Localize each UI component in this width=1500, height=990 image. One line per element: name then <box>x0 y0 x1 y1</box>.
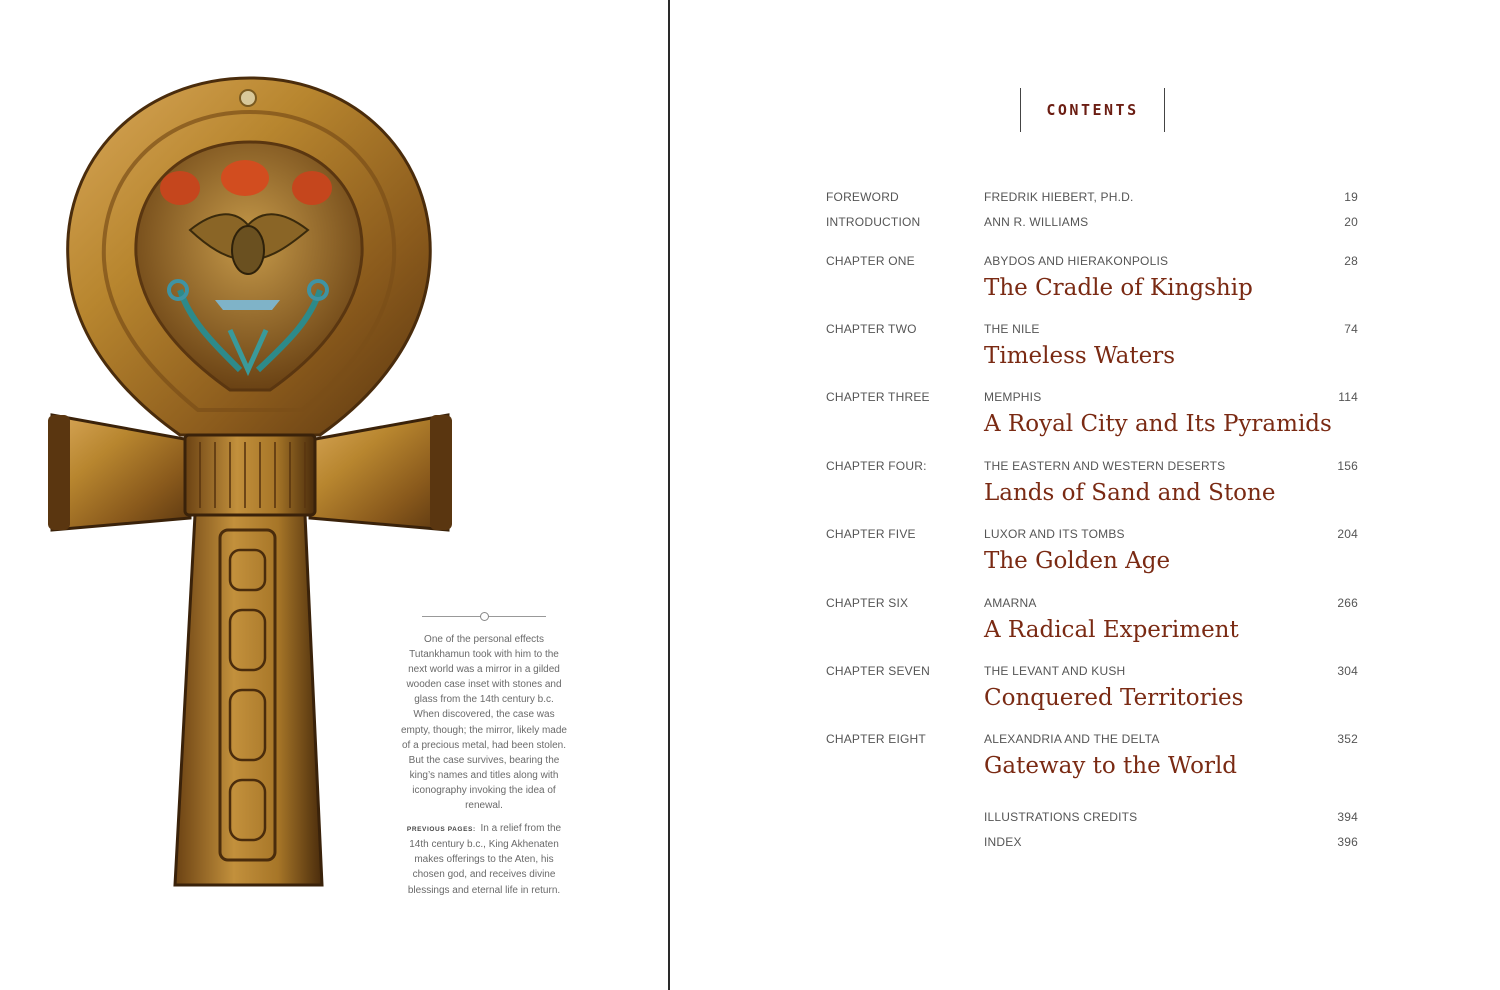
toc-chapter-title: Conquered Territories <box>984 685 1244 711</box>
toc-page-number: 20 <box>1344 215 1358 229</box>
toc-chapter-title: Lands of Sand and Stone <box>984 480 1276 506</box>
caption-ornament-divider <box>422 608 546 624</box>
toc-label: CHAPTER FIVE <box>826 527 916 541</box>
toc-subtitle: ANN R. WILLIAMS <box>984 215 1089 229</box>
toc-subtitle: ABYDOS AND HIERAKONPOLIS <box>984 254 1169 268</box>
toc-page-number: 19 <box>1344 190 1358 204</box>
toc-chapter-title: The Golden Age <box>984 548 1171 574</box>
caption-text: One of the personal effects Tutankhamun took with him to the next world was a mirror in a gilded wooden case inset with stones and glass from the 14th century b.c. When discovered, the case was empty, though; the mirror, likely made of a precious metal, had been stolen. But the case survives, bearing the king’s names and titles along with iconography invoking the idea of renewal. <box>401 634 567 812</box>
toc-chapter-title: The Cradle of Kingship <box>984 275 1253 301</box>
image-caption <box>400 608 568 898</box>
toc-label: CHAPTER SEVEN <box>826 664 930 678</box>
toc-label: CHAPTER FOUR: <box>826 459 927 473</box>
contents-heading-box <box>1020 88 1165 132</box>
toc-page-number: 156 <box>1337 459 1358 473</box>
toc-chapter-title: Gateway to the World <box>984 753 1238 779</box>
toc-label: FOREWORD <box>826 190 899 204</box>
toc-label: INTRODUCTION <box>826 215 921 229</box>
toc-page-number: 352 <box>1337 732 1358 746</box>
toc-label: CHAPTER SIX <box>826 596 909 610</box>
toc-chapter-title: A Radical Experiment <box>984 617 1239 643</box>
toc-subtitle: THE NILE <box>984 322 1040 336</box>
toc-subtitle: ILLUSTRATIONS CREDITS <box>984 810 1138 824</box>
ankh-mirror-case-image <box>40 70 460 900</box>
toc-page-number: 266 <box>1337 596 1358 610</box>
toc-page-number: 396 <box>1337 835 1358 849</box>
toc-chapter-title: Timeless Waters <box>984 343 1176 369</box>
page-gutter-divider <box>668 0 670 990</box>
toc-subtitle: ALEXANDRIA AND THE DELTA <box>984 732 1160 746</box>
toc-subtitle: INDEX <box>984 835 1022 849</box>
toc-page-number: 304 <box>1337 664 1358 678</box>
toc-subtitle: FREDRIK HIEBERT, PH.D. <box>984 190 1134 204</box>
toc-page-number: 114 <box>1338 390 1358 404</box>
toc-chapter-title: A Royal City and Its Pyramids <box>984 411 1332 437</box>
previous-pages-text: In a relief from the 14th century b.c., King Akhenaten makes offerings to the Aten, his chosen god, and receives divine blessings and eternal life in return. <box>407 823 562 896</box>
toc-subtitle: LUXOR AND ITS TOMBS <box>984 527 1125 541</box>
toc-page-number: 394 <box>1337 810 1358 824</box>
toc-page-number: 74 <box>1344 322 1358 336</box>
toc-label: CHAPTER THREE <box>826 390 930 404</box>
toc-page-number: 204 <box>1337 527 1358 541</box>
toc-label: CHAPTER EIGHT <box>826 732 926 746</box>
toc-subtitle: THE LEVANT AND KUSH <box>984 664 1126 678</box>
previous-pages-label: PREVIOUS PAGES: <box>406 826 476 834</box>
toc-label: CHAPTER ONE <box>826 254 915 268</box>
toc-subtitle: MEMPHIS <box>984 390 1042 404</box>
toc-subtitle: THE EASTERN AND WESTERN DESERTS <box>984 459 1226 473</box>
toc-page-number: 28 <box>1344 254 1358 268</box>
previous-pages-caption <box>400 821 568 897</box>
contents-heading: CONTENTS <box>1046 101 1139 119</box>
toc-subtitle: AMARNA <box>984 596 1037 610</box>
toc-label: CHAPTER TWO <box>826 322 917 336</box>
